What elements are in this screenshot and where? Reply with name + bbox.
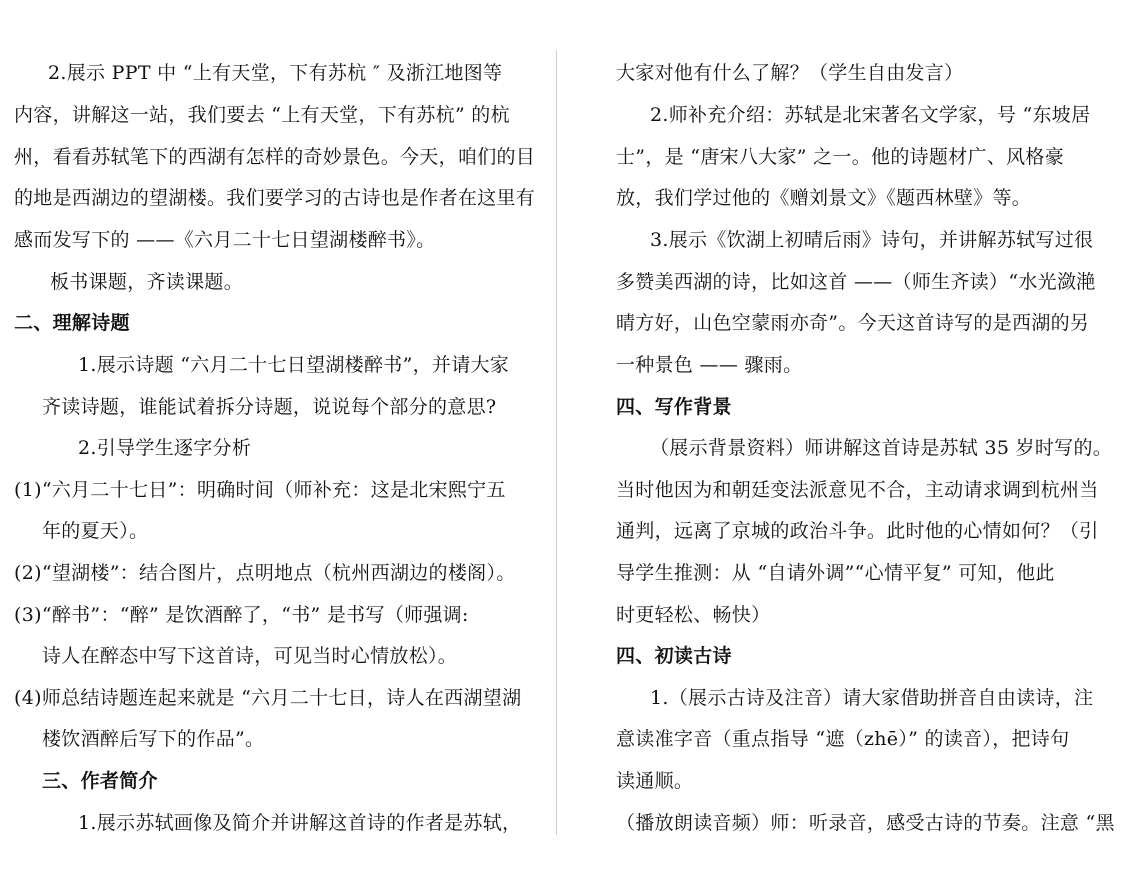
text-line: （展示背景资料）师讲解这首诗是苏轼 35 岁时写的。 bbox=[650, 437, 1113, 459]
text-line: 的地是西湖边的望湖楼。我们要学习的古诗也是作者在这里有 bbox=[14, 187, 536, 209]
section-heading: 四、写作背景 bbox=[616, 396, 732, 418]
text-line: 内容，讲解这一站，我们要去 “上有天堂，下有苏杭” 的杭 bbox=[14, 104, 510, 126]
section-heading: 三、作者简介 bbox=[42, 770, 158, 792]
text-line: (4)师总结诗题连起来就是 “六月二十七日，诗人在西湖望湖 bbox=[14, 687, 522, 709]
text-line: 当时他因为和朝廷变法派意见不合，主动请求调到杭州当 bbox=[616, 479, 1099, 501]
text-line: (2)“望湖楼”：结合图片，点明地点（杭州西湖边的楼阁）。 bbox=[14, 562, 516, 584]
text-line: 州，看看苏轼笔下的西湖有怎样的奇妙景色。今天，咱们的目 bbox=[14, 146, 536, 168]
text-line: 感而发写下的 ——《六月二十七日望湖楼醉书》。 bbox=[14, 229, 436, 251]
text-line: 大家对他有什么了解？（学生自由发言） bbox=[616, 62, 964, 84]
text-line: (3)“醉书”：“醉” 是饮酒醉了，“书” 是书写（师强调: bbox=[14, 604, 469, 626]
text-line: 楼饮酒醉后写下的作品”。 bbox=[42, 728, 265, 750]
section-heading: 四、初读古诗 bbox=[616, 645, 732, 667]
text-line: 年的夏天）。 bbox=[42, 520, 149, 542]
left-column bbox=[0, 0, 556, 877]
text-line: 读通顺。 bbox=[616, 770, 694, 792]
text-line: （播放朗读音频）师：听录音，感受古诗的节奏。注意 “黑 bbox=[616, 812, 1115, 834]
text-line: 多赞美西湖的诗，比如这首 ——（师生齐读）“水光潋滟 bbox=[616, 271, 1096, 293]
text-line: 2.展示 PPT 中 “上有天堂，下有苏杭 ″ 及浙江地图等 bbox=[48, 62, 503, 84]
text-line: 板书课题，齐读课题。 bbox=[50, 271, 244, 293]
text-line: 齐读诗题，谁能试着拆分诗题，说说每个部分的意思? bbox=[42, 396, 497, 418]
text-line: 导学生推测：从 “自请外调”“心情平复” 可知，他此 bbox=[616, 562, 1055, 584]
right-column bbox=[558, 0, 1134, 877]
text-line: 通判，远离了京城的政治斗争。此时他的心情如何？（引 bbox=[616, 520, 1099, 542]
text-line: 诗人在醉态中写下这首诗，可见当时心情放松）。 bbox=[42, 645, 458, 667]
section-heading: 二、理解诗题 bbox=[14, 312, 130, 334]
text-line: 2.引导学生逐字分析 bbox=[78, 437, 252, 459]
text-line: 放，我们学过他的《赠刘景文》《题西林壁》等。 bbox=[616, 187, 1032, 209]
text-line: 1.（展示古诗及注音）请大家借助拼音自由读诗，注 bbox=[650, 687, 1094, 709]
text-line: (1)“六月二十七日”：明确时间（师补充：这是北宋熙宁五 bbox=[14, 479, 506, 501]
text-line: 一种景色 —— 骤雨。 bbox=[616, 354, 803, 376]
text-line: 1.展示诗题 “六月二十七日望湖楼醉书”，并请大家 bbox=[78, 354, 510, 376]
column-divider bbox=[556, 50, 557, 835]
text-line: 3.展示《饮湖上初晴后雨》诗句，并讲解苏轼写过很 bbox=[650, 229, 1094, 251]
text-line: 晴方好，山色空蒙雨亦奇”。今天这首诗写的是西湖的另 bbox=[616, 312, 1090, 334]
text-line: 时更轻松、畅快） bbox=[616, 604, 771, 626]
text-line: 2.师补充介绍：苏轼是北宋著名文学家，号 “东坡居 bbox=[650, 104, 1091, 126]
text-line: 意读准字音（重点指导 “遮（zhē）” 的读音），把诗句 bbox=[616, 728, 1070, 750]
text-line: 1.展示苏轼画像及简介并讲解这首诗的作者是苏轼， bbox=[78, 812, 522, 834]
text-line: 士”，是 “唐宋八大家” 之一。他的诗题材广、风格豪 bbox=[616, 146, 1065, 168]
